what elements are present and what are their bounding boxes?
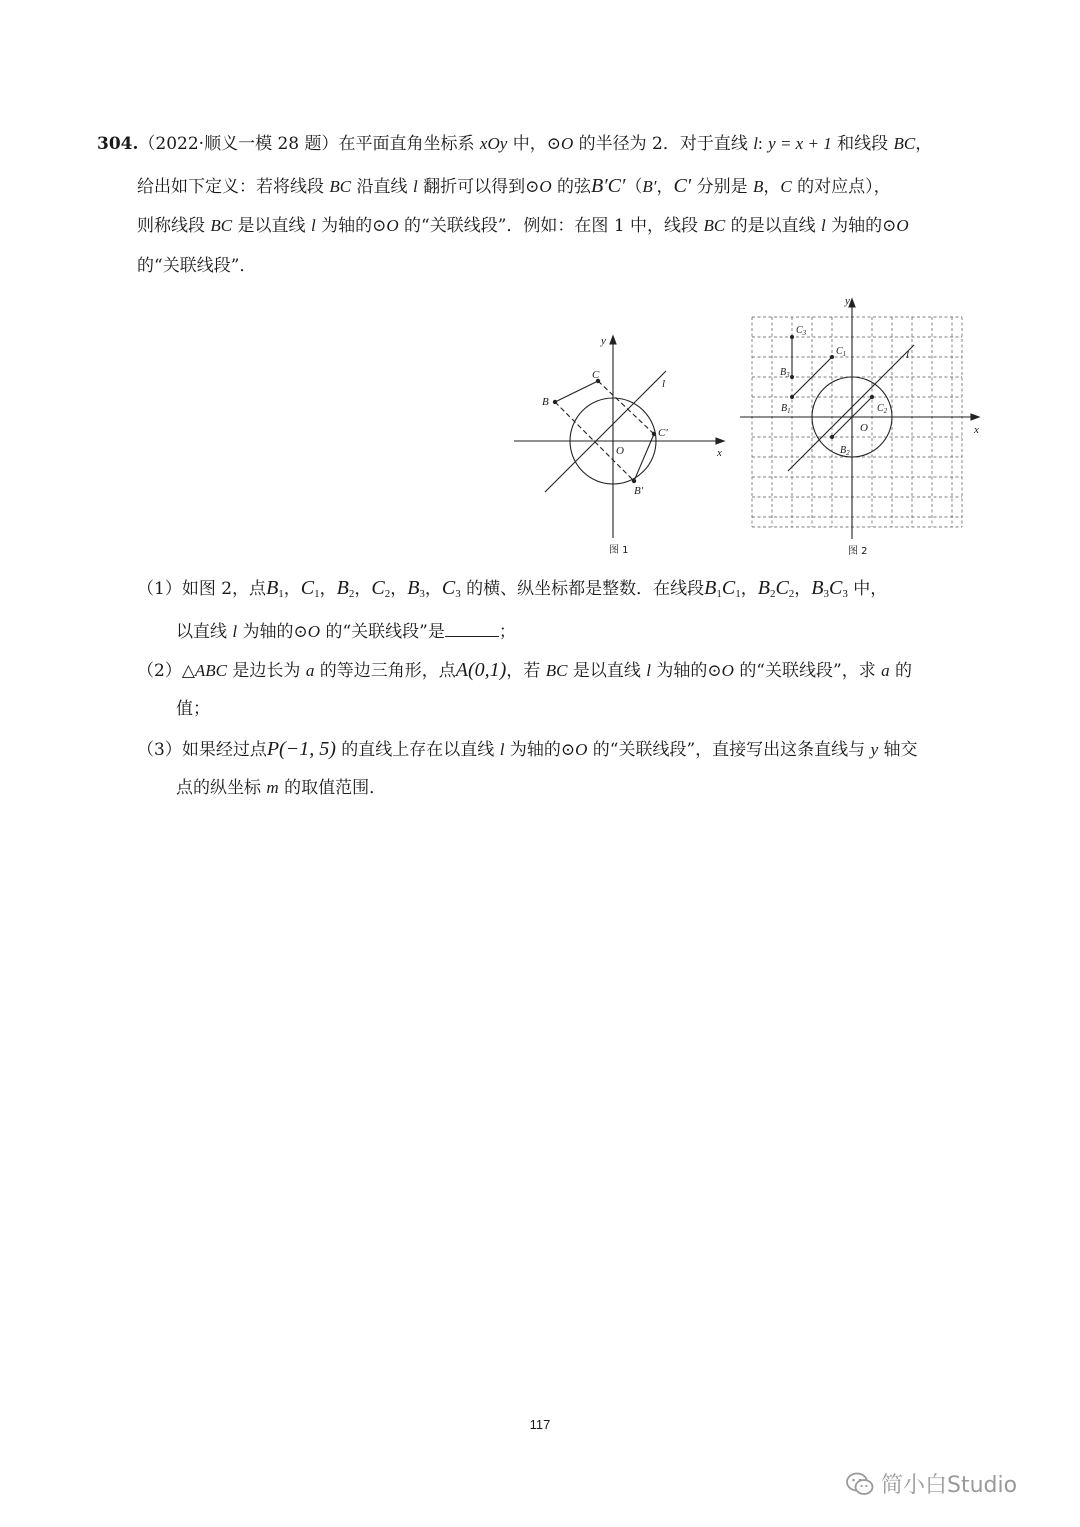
text: 的“关联线段”，求	[739, 661, 876, 681]
point-c: C	[780, 177, 792, 196]
label-y: y	[845, 296, 850, 307]
text: 则称线段	[137, 216, 205, 236]
problem-line-3	[137, 214, 909, 238]
point-c1: $C_1$	[300, 577, 320, 600]
point-b: B	[752, 177, 764, 196]
label-c1: $C_1$	[836, 346, 847, 358]
point-c2: $C_2$	[371, 577, 391, 600]
point-b	[553, 400, 557, 404]
point-b2	[830, 435, 834, 439]
point-p: P(−1, 5)	[266, 738, 336, 760]
label-o: O	[860, 422, 868, 434]
y-arrow	[849, 299, 855, 307]
text: 以直线	[176, 622, 227, 642]
segment-b3c3: $B_3C_3$	[811, 577, 848, 600]
segment-bc: BC	[545, 661, 568, 680]
text: 如果经过点	[181, 740, 267, 760]
label-y: y	[601, 335, 606, 347]
text: 为轴的⊙	[656, 661, 722, 681]
y-arrow	[610, 336, 616, 344]
x-arrow	[971, 414, 979, 420]
point-b1	[790, 395, 794, 399]
figure-1-caption: 图 1	[609, 545, 629, 556]
line-label: l	[646, 661, 651, 680]
circle-name: O	[560, 134, 574, 153]
text: 沿直线	[356, 177, 408, 197]
circle-name: O	[307, 622, 321, 641]
circle-name: O	[721, 661, 734, 680]
text: 的“关联线段”是	[325, 622, 445, 642]
problem-line-1: 304.（2022·顺义一模 28 题）在平面直角坐标系 xOy 中，⊙O 的半径为 2．对于直线 l: y = x + 1 和线段 BC，	[97, 134, 933, 154]
line-label: l	[412, 177, 418, 196]
point-c1	[830, 355, 834, 359]
line-label: l	[310, 216, 316, 235]
text: 中，	[853, 579, 888, 599]
text: ，	[915, 134, 933, 154]
label-b: B	[542, 396, 549, 408]
figure-2	[736, 296, 986, 561]
variable-m: m	[266, 778, 279, 797]
figure-1	[508, 330, 733, 565]
text: 中，⊙	[512, 134, 561, 154]
point-c3	[790, 335, 794, 339]
question-number: （1）	[137, 579, 182, 599]
text: 的弦	[557, 177, 592, 197]
line-l	[788, 345, 914, 471]
text: 和线段	[837, 134, 889, 154]
triangle-icon: △	[181, 661, 195, 681]
label-x: x	[717, 447, 722, 459]
c-prime: C′	[673, 175, 692, 197]
point-b3	[790, 375, 794, 379]
text: 轴交	[883, 740, 918, 760]
watermark	[845, 1468, 1017, 1499]
triangle-abc: ABC	[194, 661, 228, 680]
text: （	[625, 177, 643, 197]
text: 为轴的⊙	[321, 216, 387, 236]
b-prime: B′	[642, 177, 657, 196]
page-number: 117	[529, 1417, 551, 1432]
text: 是以直线	[572, 661, 641, 681]
text: 是边长为	[232, 661, 301, 681]
label-c-prime: C′	[658, 427, 668, 439]
segment-b1c1: $B_1C_1$	[704, 577, 741, 600]
text: 的等边三角形，点	[319, 661, 456, 681]
label-l: l	[662, 378, 666, 390]
text: 的直线上存在以直线	[341, 740, 495, 760]
variable-a: a	[881, 661, 890, 680]
text: 的取值范围．	[284, 778, 387, 798]
line-label: l	[753, 134, 759, 153]
question-1-line-2	[176, 620, 516, 644]
question-1-line-1: （1）如图 2，点$B_1$，$C_1$，$B_2$，$C_2$，$B_3$，$C_3$ 的横、纵坐标都是整数．在线段$B_1C_1$，$B_2C_2$，$B_3C_3$ 中，	[137, 577, 888, 600]
text: 的“关联线段”，直接写出这条直线与	[592, 740, 866, 760]
segment-bc: BC	[210, 216, 233, 235]
label-o: O	[616, 445, 624, 457]
text: 的是以直线	[730, 216, 816, 236]
fold-line-c	[598, 381, 654, 434]
text: 点的纵坐标	[176, 778, 261, 798]
point-a: A(0,1)	[455, 659, 507, 681]
grid	[752, 317, 962, 527]
point-c2	[870, 395, 874, 399]
text: 如图 2，点	[181, 579, 267, 599]
text: 的对应点），	[797, 177, 891, 197]
question-3-line-1	[137, 737, 918, 762]
text: 给出如下定义：若将线段	[137, 177, 324, 197]
label-b-prime: B′	[634, 485, 644, 497]
circle-name: O	[386, 216, 399, 235]
label-l: l	[906, 349, 910, 361]
point-c-prime	[652, 432, 656, 436]
point-c3: $C_3$	[441, 577, 461, 600]
problem-number: 304.	[97, 134, 139, 154]
wechat-icon	[845, 1471, 875, 1497]
text: 为轴的⊙	[509, 740, 576, 760]
problem-line-4	[137, 254, 256, 278]
variable-a: a	[305, 661, 315, 680]
text: ，若	[506, 661, 541, 681]
point-b2: $B_2$	[336, 577, 355, 600]
label-c2: $C_2$	[877, 403, 888, 415]
variable-y: y	[870, 740, 879, 759]
line-label: l	[821, 216, 826, 235]
label-b3: $B_3$	[780, 367, 790, 379]
segment-bc: BC	[893, 134, 916, 153]
label-c3: $C_3$	[796, 325, 807, 337]
circle-name: O	[575, 740, 588, 759]
text: 的“关联线段”．	[137, 256, 257, 276]
line-l	[545, 371, 666, 492]
segment-bc: BC	[329, 177, 352, 196]
figure-2-caption: 图 2	[848, 546, 868, 557]
circle-name: O	[896, 216, 909, 235]
label-b1: $B_1$	[781, 403, 791, 415]
text: 翻折可以得到⊙	[423, 177, 540, 197]
text: 值；	[176, 699, 210, 719]
text: 的	[895, 661, 913, 681]
label-c: C	[592, 369, 600, 381]
text: 的“关联线段”．例如：在图 1 中，线段	[404, 216, 699, 236]
text: 的半径为 2．对于直线	[578, 134, 748, 154]
problem-source: （2022·顺义一模 28 题）	[138, 134, 339, 154]
text: 的横、纵坐标都是整数．在线段	[466, 579, 705, 599]
segment-bc: BC	[703, 216, 726, 235]
text: 分别是	[696, 177, 748, 197]
segment-b2c2: $B_2C_2$	[757, 577, 795, 600]
problem-line-2: 给出如下定义：若将线段 BC 沿直线 l 翻折可以得到⊙O 的弦B′C′（B′，C′ 分别是 B，C 的对应点），	[137, 175, 891, 197]
point-b-prime	[632, 479, 636, 483]
question-2-line-1	[137, 658, 912, 683]
text: 为轴的⊙	[831, 216, 897, 236]
chord: B′C′	[591, 175, 626, 197]
label-b2: $B_2$	[840, 445, 850, 457]
point-b1: $B_1$	[266, 577, 284, 600]
question-number: （2）	[137, 661, 182, 681]
question-3-line-2	[176, 776, 386, 800]
line-equation: y = x + 1	[768, 134, 832, 153]
question-number: （3）	[137, 740, 182, 760]
circle-name: O	[539, 177, 552, 196]
text: 在平面直角坐标系	[338, 134, 475, 154]
line-label: l	[232, 622, 238, 641]
text: ；	[498, 622, 516, 642]
watermark-text: 简小白Studio	[881, 1473, 1018, 1498]
coord-system: xOy	[479, 134, 508, 153]
label-x: x	[974, 424, 979, 436]
line-label: l	[499, 740, 505, 759]
question-2-line-2	[176, 697, 210, 721]
text: 为轴的⊙	[242, 622, 308, 642]
point-b3: $B_3$	[407, 577, 425, 600]
answer-blank[interactable]	[445, 622, 499, 637]
x-arrow	[716, 438, 724, 444]
text: 是以直线	[237, 216, 306, 236]
segment-bc	[555, 381, 598, 402]
